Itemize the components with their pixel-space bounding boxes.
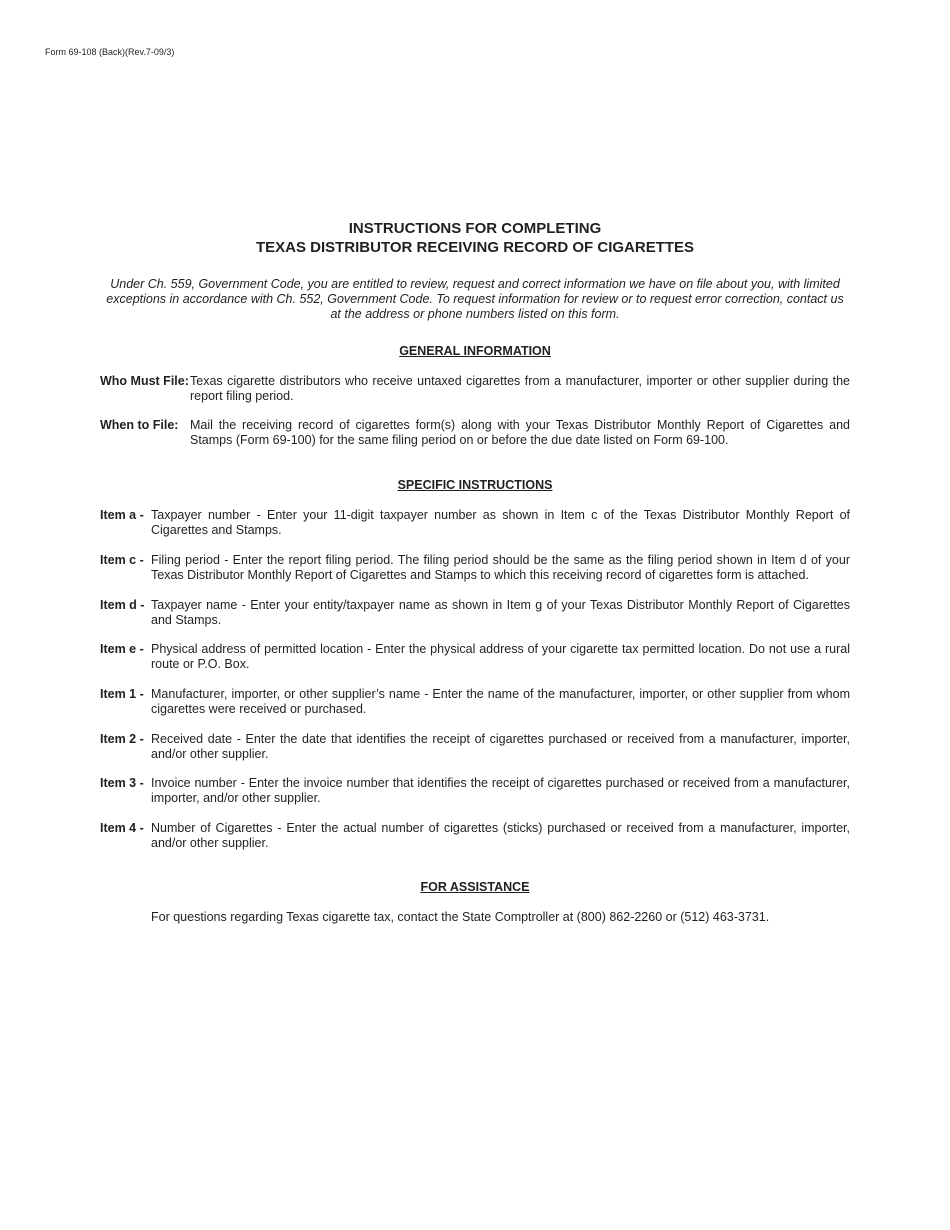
who-must-file-row bbox=[100, 374, 850, 404]
instruction-item bbox=[100, 821, 850, 851]
item-label: Item 3 - bbox=[100, 776, 144, 790]
instruction-item bbox=[100, 598, 850, 628]
who-must-file-text: Texas cigarette distributors who receive untaxed cigarettes from a manufacturer, importer or other supplier during the report filing period. bbox=[190, 374, 850, 403]
page-title bbox=[0, 219, 950, 257]
item-text: Manufacturer, importer, or other supplier’s name - Enter the name of the manufacturer, importer, or other supplier from whom cigarettes were received or purchased. bbox=[151, 687, 850, 716]
when-to-file-text: Mail the receiving record of cigarettes form(s) along with your Texas Distributor Monthly Report of Cigarettes and Stamps (Form 69-100) for the same filing period on or before the due date listed on Form 69-100. bbox=[190, 418, 850, 447]
item-text: Received date - Enter the date that identifies the receipt of cigarettes purchased or received from a manufacturer, importer, and/or other supplier. bbox=[151, 732, 850, 761]
item-label: Item 2 - bbox=[100, 732, 144, 746]
assistance-text: For questions regarding Texas cigarette tax, contact the State Comptroller at (800) 862-2260 or (512) 463-3731. bbox=[151, 910, 770, 924]
instruction-item bbox=[100, 732, 850, 762]
instruction-item bbox=[100, 642, 850, 672]
when-to-file-label: When to File: bbox=[100, 418, 179, 432]
instruction-item bbox=[100, 687, 850, 717]
privacy-notice: Under Ch. 559, Government Code, you are entitled to review, request and correct information we have on file about you, with limited exceptions in accordance with Ch. 552, Government Code. To request information for review or to request error correction, contact us at the address or phone numbers listed on this form. bbox=[106, 277, 844, 321]
item-text: Taxpayer number - Enter your 11-digit taxpayer number as shown in Item c of the Texas Distributor Monthly Report of Cigarettes and Stamps. bbox=[151, 508, 850, 537]
general-information-heading: GENERAL INFORMATION bbox=[399, 344, 551, 358]
who-must-file-label: Who Must File: bbox=[100, 374, 189, 388]
when-to-file-row bbox=[100, 418, 850, 448]
item-label: Item 4 - bbox=[100, 821, 144, 835]
item-text: Invoice number - Enter the invoice number that identifies the receipt of cigarettes purchased or received from a manufacturer, importer, and/or other supplier. bbox=[151, 776, 850, 805]
title-line-1: INSTRUCTIONS FOR COMPLETING bbox=[348, 220, 602, 237]
instruction-item bbox=[100, 508, 850, 538]
instruction-item bbox=[100, 776, 850, 806]
item-text: Filing period - Enter the report filing period. The filing period should be the same as the filing period shown in Item d of your Texas Distributor Monthly Report of Cigarettes and Stamps to which this receiving record of cigarettes form is attached. bbox=[151, 553, 850, 582]
item-text: Taxpayer name - Enter your entity/taxpayer name as shown in Item g of your Texas Distributor Monthly Report of Cigarettes and Stamps. bbox=[151, 598, 850, 627]
item-label: Item e - bbox=[100, 642, 144, 656]
item-text: Physical address of permitted location - Enter the physical address of your cigarette tax permitted location. Do not use a rural route or P.O. Box. bbox=[151, 642, 850, 671]
item-label: Item 1 - bbox=[100, 687, 144, 701]
form-number: Form 69-108 (Back)(Rev.7-09/3) bbox=[45, 47, 175, 57]
item-label: Item d - bbox=[100, 598, 145, 612]
item-label: Item c - bbox=[100, 553, 144, 567]
title-line-2: TEXAS DISTRIBUTOR RECEIVING RECORD OF CIGARETTES bbox=[255, 239, 695, 256]
item-label: Item a - bbox=[100, 508, 144, 522]
for-assistance-heading: FOR ASSISTANCE bbox=[420, 880, 530, 894]
item-text: Number of Cigarettes - Enter the actual number of cigarettes (sticks) purchased or received from a manufacturer, importer, and/or other supplier. bbox=[151, 821, 850, 850]
instruction-item bbox=[100, 553, 850, 583]
specific-instructions-heading: SPECIFIC INSTRUCTIONS bbox=[397, 478, 553, 492]
